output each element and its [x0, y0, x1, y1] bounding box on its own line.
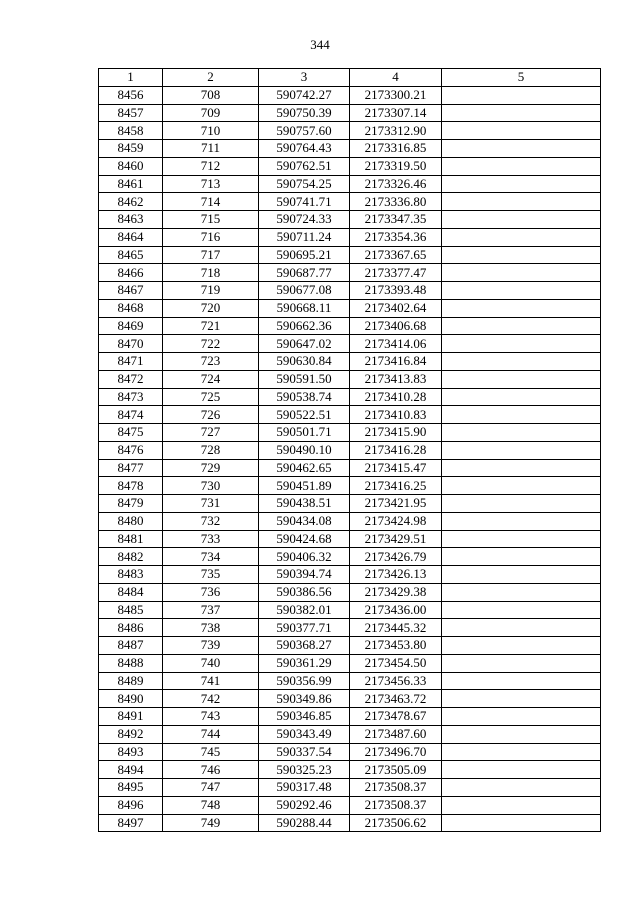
table-row — [99, 317, 601, 335]
note-cell — [442, 477, 601, 495]
point-number-cell: 8493 — [99, 743, 163, 761]
point-number-cell: 8482 — [99, 548, 163, 566]
x-coordinate-cell: 590361.29 — [259, 654, 350, 672]
note-cell — [442, 761, 601, 779]
vertex-number-cell: 734 — [163, 548, 259, 566]
point-number-cell: 8497 — [99, 814, 163, 832]
table-row — [99, 743, 601, 761]
note-cell — [442, 495, 601, 513]
vertex-number-cell: 738 — [163, 619, 259, 637]
x-coordinate-cell: 590647.02 — [259, 335, 350, 353]
vertex-number-cell: 730 — [163, 477, 259, 495]
note-cell — [442, 388, 601, 406]
x-coordinate-cell: 590490.10 — [259, 441, 350, 459]
y-coordinate-cell: 2173319.50 — [350, 157, 442, 175]
note-cell — [442, 317, 601, 335]
y-coordinate-cell: 2173505.09 — [350, 761, 442, 779]
point-number-cell: 8470 — [99, 335, 163, 353]
table-row — [99, 282, 601, 300]
note-cell — [442, 335, 601, 353]
table-header — [99, 69, 601, 87]
table-row — [99, 512, 601, 530]
y-coordinate-cell: 2173406.68 — [350, 317, 442, 335]
table-row — [99, 246, 601, 264]
x-coordinate-cell: 590343.49 — [259, 725, 350, 743]
point-number-cell: 8478 — [99, 477, 163, 495]
note-cell — [442, 353, 601, 371]
vertex-number-cell: 740 — [163, 654, 259, 672]
vertex-number-cell: 710 — [163, 122, 259, 140]
x-coordinate-cell: 590591.50 — [259, 370, 350, 388]
table-row — [99, 140, 601, 158]
note-cell — [442, 282, 601, 300]
x-coordinate-cell: 590501.71 — [259, 424, 350, 442]
point-number-cell: 8491 — [99, 708, 163, 726]
x-coordinate-cell: 590317.48 — [259, 779, 350, 797]
column-header-5: 5 — [442, 69, 601, 87]
table-row — [99, 477, 601, 495]
y-coordinate-cell: 2173410.28 — [350, 388, 442, 406]
point-number-cell: 8468 — [99, 299, 163, 317]
point-number-cell: 8480 — [99, 512, 163, 530]
table-row — [99, 86, 601, 104]
note-cell — [442, 548, 601, 566]
point-number-cell: 8469 — [99, 317, 163, 335]
y-coordinate-cell: 2173478.67 — [350, 708, 442, 726]
note-cell — [442, 708, 601, 726]
note-cell — [442, 424, 601, 442]
table-row — [99, 690, 601, 708]
vertex-number-cell: 736 — [163, 583, 259, 601]
note-cell — [442, 246, 601, 264]
column-header-3: 3 — [259, 69, 350, 87]
x-coordinate-cell: 590742.27 — [259, 86, 350, 104]
table-row — [99, 175, 601, 193]
table-row — [99, 761, 601, 779]
x-coordinate-cell: 590522.51 — [259, 406, 350, 424]
x-coordinate-cell: 590754.25 — [259, 175, 350, 193]
x-coordinate-cell: 590630.84 — [259, 353, 350, 371]
x-coordinate-cell: 590382.01 — [259, 601, 350, 619]
x-coordinate-cell: 590677.08 — [259, 282, 350, 300]
x-coordinate-cell: 590434.08 — [259, 512, 350, 530]
note-cell — [442, 779, 601, 797]
point-number-cell: 8490 — [99, 690, 163, 708]
y-coordinate-cell: 2173506.62 — [350, 814, 442, 832]
point-number-cell: 8458 — [99, 122, 163, 140]
point-number-cell: 8496 — [99, 796, 163, 814]
point-number-cell: 8477 — [99, 459, 163, 477]
point-number-cell: 8466 — [99, 264, 163, 282]
note-cell — [442, 654, 601, 672]
point-number-cell: 8459 — [99, 140, 163, 158]
table-row — [99, 193, 601, 211]
point-number-cell: 8485 — [99, 601, 163, 619]
y-coordinate-cell: 2173426.13 — [350, 566, 442, 584]
table-row — [99, 104, 601, 122]
table-row — [99, 157, 601, 175]
y-coordinate-cell: 2173508.37 — [350, 796, 442, 814]
table-row — [99, 548, 601, 566]
vertex-number-cell: 745 — [163, 743, 259, 761]
point-number-cell: 8473 — [99, 388, 163, 406]
note-cell — [442, 122, 601, 140]
note-cell — [442, 140, 601, 158]
x-coordinate-cell: 590762.51 — [259, 157, 350, 175]
note-cell — [442, 370, 601, 388]
y-coordinate-cell: 2173402.64 — [350, 299, 442, 317]
page-number: 344 — [310, 37, 330, 52]
x-coordinate-cell: 590438.51 — [259, 495, 350, 513]
note-cell — [442, 86, 601, 104]
note-cell — [442, 228, 601, 246]
table-row — [99, 424, 601, 442]
vertex-number-cell: 709 — [163, 104, 259, 122]
note-cell — [442, 814, 601, 832]
column-header-4: 4 — [350, 69, 442, 87]
y-coordinate-cell: 2173508.37 — [350, 779, 442, 797]
y-coordinate-cell: 2173410.83 — [350, 406, 442, 424]
point-number-cell: 8489 — [99, 672, 163, 690]
y-coordinate-cell: 2173377.47 — [350, 264, 442, 282]
y-coordinate-cell: 2173316.85 — [350, 140, 442, 158]
point-number-cell: 8495 — [99, 779, 163, 797]
note-cell — [442, 193, 601, 211]
point-number-cell: 8488 — [99, 654, 163, 672]
vertex-number-cell: 743 — [163, 708, 259, 726]
vertex-number-cell: 716 — [163, 228, 259, 246]
table-row — [99, 299, 601, 317]
x-coordinate-cell: 590662.36 — [259, 317, 350, 335]
table-row — [99, 211, 601, 229]
x-coordinate-cell: 590695.21 — [259, 246, 350, 264]
vertex-number-cell: 748 — [163, 796, 259, 814]
vertex-number-cell: 731 — [163, 495, 259, 513]
vertex-number-cell: 713 — [163, 175, 259, 193]
table-row — [99, 388, 601, 406]
y-coordinate-cell: 2173453.80 — [350, 637, 442, 655]
note-cell — [442, 406, 601, 424]
note-cell — [442, 441, 601, 459]
vertex-number-cell: 723 — [163, 353, 259, 371]
vertex-number-cell: 732 — [163, 512, 259, 530]
y-coordinate-cell: 2173436.00 — [350, 601, 442, 619]
x-coordinate-cell: 590368.27 — [259, 637, 350, 655]
vertex-number-cell: 747 — [163, 779, 259, 797]
table-row — [99, 566, 601, 584]
table-row — [99, 637, 601, 655]
x-coordinate-cell: 590337.54 — [259, 743, 350, 761]
point-number-cell: 8465 — [99, 246, 163, 264]
note-cell — [442, 583, 601, 601]
x-coordinate-cell: 590406.32 — [259, 548, 350, 566]
y-coordinate-cell: 2173487.60 — [350, 725, 442, 743]
note-cell — [442, 264, 601, 282]
y-coordinate-cell: 2173307.14 — [350, 104, 442, 122]
y-coordinate-cell: 2173312.90 — [350, 122, 442, 140]
vertex-number-cell: 746 — [163, 761, 259, 779]
note-cell — [442, 601, 601, 619]
table-row — [99, 228, 601, 246]
table-body — [99, 86, 601, 832]
table-row — [99, 122, 601, 140]
y-coordinate-cell: 2173416.25 — [350, 477, 442, 495]
vertex-number-cell: 737 — [163, 601, 259, 619]
x-coordinate-cell: 590346.85 — [259, 708, 350, 726]
y-coordinate-cell: 2173413.83 — [350, 370, 442, 388]
y-coordinate-cell: 2173347.35 — [350, 211, 442, 229]
table-row — [99, 796, 601, 814]
note-cell — [442, 672, 601, 690]
note-cell — [442, 104, 601, 122]
y-coordinate-cell: 2173414.06 — [350, 335, 442, 353]
y-coordinate-cell: 2173300.21 — [350, 86, 442, 104]
table-row — [99, 264, 601, 282]
x-coordinate-cell: 590687.77 — [259, 264, 350, 282]
x-coordinate-cell: 590292.46 — [259, 796, 350, 814]
x-coordinate-cell: 590377.71 — [259, 619, 350, 637]
x-coordinate-cell: 590424.68 — [259, 530, 350, 548]
note-cell — [442, 530, 601, 548]
vertex-number-cell: 714 — [163, 193, 259, 211]
note-cell — [442, 796, 601, 814]
vertex-number-cell: 726 — [163, 406, 259, 424]
note-cell — [442, 690, 601, 708]
y-coordinate-cell: 2173429.51 — [350, 530, 442, 548]
vertex-number-cell: 718 — [163, 264, 259, 282]
y-coordinate-cell: 2173415.90 — [350, 424, 442, 442]
x-coordinate-cell: 590724.33 — [259, 211, 350, 229]
y-coordinate-cell: 2173336.80 — [350, 193, 442, 211]
x-coordinate-cell: 590451.89 — [259, 477, 350, 495]
note-cell — [442, 725, 601, 743]
table-row — [99, 530, 601, 548]
point-number-cell: 8471 — [99, 353, 163, 371]
vertex-number-cell: 733 — [163, 530, 259, 548]
table-row — [99, 779, 601, 797]
y-coordinate-cell: 2173456.33 — [350, 672, 442, 690]
table-row — [99, 441, 601, 459]
point-number-cell: 8456 — [99, 86, 163, 104]
vertex-number-cell: 744 — [163, 725, 259, 743]
point-number-cell: 8492 — [99, 725, 163, 743]
note-cell — [442, 512, 601, 530]
table-row — [99, 619, 601, 637]
vertex-number-cell: 719 — [163, 282, 259, 300]
x-coordinate-cell: 590356.99 — [259, 672, 350, 690]
point-number-cell: 8494 — [99, 761, 163, 779]
vertex-number-cell: 742 — [163, 690, 259, 708]
y-coordinate-cell: 2173393.48 — [350, 282, 442, 300]
note-cell — [442, 743, 601, 761]
point-number-cell: 8464 — [99, 228, 163, 246]
table-row — [99, 495, 601, 513]
vertex-number-cell: 749 — [163, 814, 259, 832]
header-row — [99, 69, 601, 87]
y-coordinate-cell: 2173454.50 — [350, 654, 442, 672]
x-coordinate-cell: 590349.86 — [259, 690, 350, 708]
note-cell — [442, 157, 601, 175]
y-coordinate-cell: 2173367.65 — [350, 246, 442, 264]
note-cell — [442, 619, 601, 637]
point-number-cell: 8476 — [99, 441, 163, 459]
vertex-number-cell: 728 — [163, 441, 259, 459]
point-number-cell: 8479 — [99, 495, 163, 513]
table-row — [99, 583, 601, 601]
point-number-cell: 8463 — [99, 211, 163, 229]
coordinates-table — [98, 68, 601, 832]
table-row — [99, 814, 601, 832]
vertex-number-cell: 727 — [163, 424, 259, 442]
point-number-cell: 8486 — [99, 619, 163, 637]
x-coordinate-cell: 590741.71 — [259, 193, 350, 211]
table-row — [99, 708, 601, 726]
column-header-2: 2 — [163, 69, 259, 87]
y-coordinate-cell: 2173426.79 — [350, 548, 442, 566]
vertex-number-cell: 721 — [163, 317, 259, 335]
note-cell — [442, 459, 601, 477]
y-coordinate-cell: 2173416.84 — [350, 353, 442, 371]
point-number-cell: 8484 — [99, 583, 163, 601]
vertex-number-cell: 729 — [163, 459, 259, 477]
note-cell — [442, 566, 601, 584]
table-row — [99, 672, 601, 690]
vertex-number-cell: 735 — [163, 566, 259, 584]
point-number-cell: 8462 — [99, 193, 163, 211]
y-coordinate-cell: 2173424.98 — [350, 512, 442, 530]
y-coordinate-cell: 2173416.28 — [350, 441, 442, 459]
point-number-cell: 8472 — [99, 370, 163, 388]
vertex-number-cell: 712 — [163, 157, 259, 175]
column-header-1: 1 — [99, 69, 163, 87]
x-coordinate-cell: 590668.11 — [259, 299, 350, 317]
vertex-number-cell: 715 — [163, 211, 259, 229]
point-number-cell: 8460 — [99, 157, 163, 175]
x-coordinate-cell: 590538.74 — [259, 388, 350, 406]
point-number-cell: 8483 — [99, 566, 163, 584]
x-coordinate-cell: 590394.74 — [259, 566, 350, 584]
vertex-number-cell: 717 — [163, 246, 259, 264]
x-coordinate-cell: 590711.24 — [259, 228, 350, 246]
table-row — [99, 370, 601, 388]
note-cell — [442, 211, 601, 229]
vertex-number-cell: 724 — [163, 370, 259, 388]
vertex-number-cell: 722 — [163, 335, 259, 353]
x-coordinate-cell: 590750.39 — [259, 104, 350, 122]
table-row — [99, 725, 601, 743]
y-coordinate-cell: 2173415.47 — [350, 459, 442, 477]
note-cell — [442, 299, 601, 317]
table-row — [99, 654, 601, 672]
vertex-number-cell: 711 — [163, 140, 259, 158]
table-row — [99, 406, 601, 424]
vertex-number-cell: 720 — [163, 299, 259, 317]
y-coordinate-cell: 2173445.32 — [350, 619, 442, 637]
point-number-cell: 8457 — [99, 104, 163, 122]
note-cell — [442, 175, 601, 193]
x-coordinate-cell: 590764.43 — [259, 140, 350, 158]
y-coordinate-cell: 2173429.38 — [350, 583, 442, 601]
y-coordinate-cell: 2173354.36 — [350, 228, 442, 246]
point-number-cell: 8467 — [99, 282, 163, 300]
point-number-cell: 8487 — [99, 637, 163, 655]
point-number-cell: 8475 — [99, 424, 163, 442]
y-coordinate-cell: 2173463.72 — [350, 690, 442, 708]
vertex-number-cell: 741 — [163, 672, 259, 690]
x-coordinate-cell: 590757.60 — [259, 122, 350, 140]
point-number-cell: 8474 — [99, 406, 163, 424]
table-row — [99, 601, 601, 619]
y-coordinate-cell: 2173421.95 — [350, 495, 442, 513]
y-coordinate-cell: 2173496.70 — [350, 743, 442, 761]
point-number-cell: 8461 — [99, 175, 163, 193]
x-coordinate-cell: 590462.65 — [259, 459, 350, 477]
table-row — [99, 459, 601, 477]
note-cell — [442, 637, 601, 655]
x-coordinate-cell: 590325.23 — [259, 761, 350, 779]
vertex-number-cell: 725 — [163, 388, 259, 406]
point-number-cell: 8481 — [99, 530, 163, 548]
y-coordinate-cell: 2173326.46 — [350, 175, 442, 193]
x-coordinate-cell: 590386.56 — [259, 583, 350, 601]
x-coordinate-cell: 590288.44 — [259, 814, 350, 832]
vertex-number-cell: 739 — [163, 637, 259, 655]
vertex-number-cell: 708 — [163, 86, 259, 104]
table-row — [99, 335, 601, 353]
table-row — [99, 353, 601, 371]
